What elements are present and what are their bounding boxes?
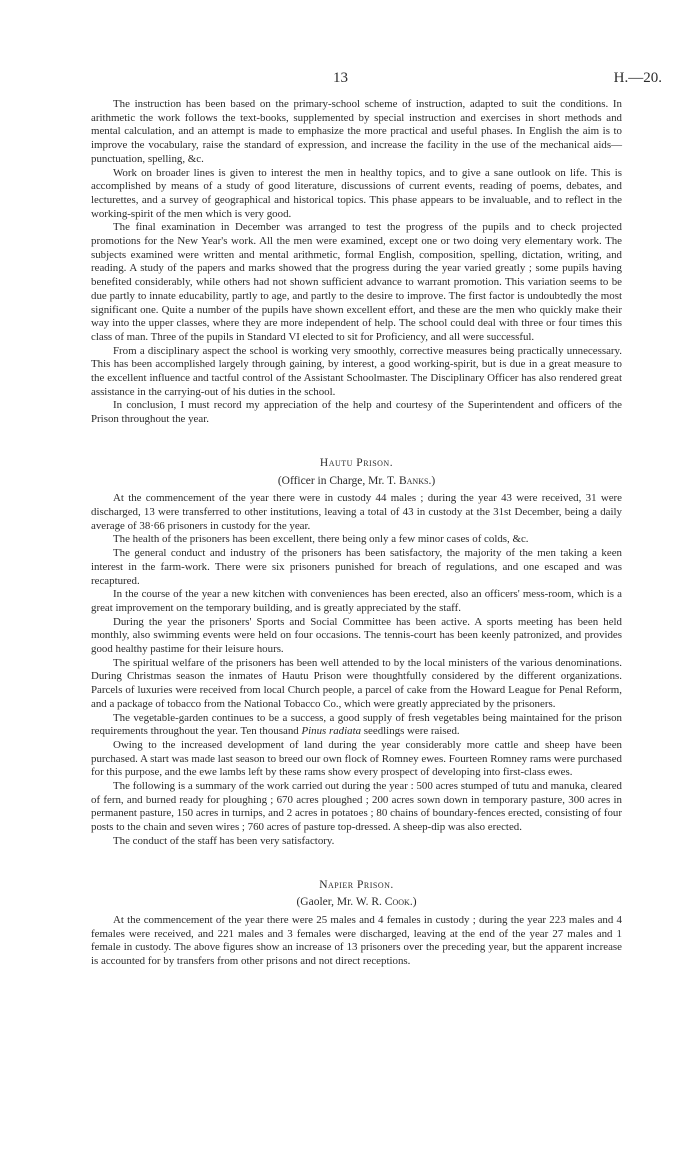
officer-prefix: (Officer in Charge, Mr. T. <box>277 474 399 487</box>
hautu-prison-heading: Hautu Prison. <box>319 456 394 469</box>
section-spacer <box>91 849 622 879</box>
text-run: seedlings were raised. <box>361 725 460 738</box>
officer-suffix: .) <box>428 474 436 487</box>
section-spacer <box>91 427 622 457</box>
paragraph: Work on broader lines is given to interest the men in healthy topics, and to give a sane outlook on life. This is accomplished by means of a study of good literature, discussions of current events, reading of poems, debates, and lecturettes, and a survey of geographical and historical topics. This phase appears to be invaluable, and to reflect in the working-spirit of the men which is very good. <box>91 166 622 220</box>
gaoler-suffix: .) <box>409 896 417 909</box>
page-number: 13 <box>333 70 348 86</box>
paragraph: The final examination in December was arranged to test the progress of the pupils and to check projected promotions for the New Year's work. All the men were examined, except one or two doing very elementary work. The subjects examined were written and mental arithmetic, formal English, composition, spelling, dictation, writing, and reading. A study of the papers and marks showed that the progress during the year varied greatly ; some pupils having benefited considerably, while others had not shown sufficient advance to warrant promotion. This variation seems to be due partly to innate educability, partly to age, and partly to the desire to improve. The first factor is undoubtedly the most significant one. Quite a number of the pupils have shown excellent effort, and these are the men who quickly make their way into the upper classes, where they are more independent of help. The school could deal with three or four times this class of man. Three of the pupils in Standard VI elected to sit for Proficiency, and all were successful. <box>91 221 622 343</box>
paragraph: During the year the prisoners' Sports and Social Committee has been active. A sports meeting has been held monthly, also swimming events were held on four occasions. The tennis-court has been keenly patronized, and provides good healthy pastime for their leisure hours. <box>91 615 622 656</box>
paragraph: In conclusion, I must record my appreciation of the help and courtesy of the Superintendent and officers of the Prison throughout the year. <box>91 399 622 426</box>
paragraph: In the course of the year a new kitchen with conveniences has been erected, also an officers' mess-room, which is a great improvement on the temporary building, and is greatly appreciated by the staff. <box>91 588 622 614</box>
paragraph: The following is a summary of the work carried out during the year : 500 acres stumped of tutu and manuka, cleared of fern, and burned ready for ploughing ; 670 acres ploughed ; 200 acres sown down in temporary pasture, 300 acres in permanent pasture, 150 acres in turnips, and 2 acres in potatoes ; 80 chains of boundary-fences erected, consisting of four posts to the chain and seven wires ; 760 acres of pasture top-dressed. A sheep-dip was also erected. <box>91 780 622 834</box>
paragraph: At the commencement of the year there were 25 males and 4 females in custody ; during the year 223 males and 4 females were received, and 221 males and 3 females were discharged, leaving at the end of the year 27 males and 1 female in custody. The above figures show an increase of 13 prisoners over the preceding year, but the apparent increase is accounted for by transfers from other prisons and not direct receptions. <box>91 913 622 968</box>
hautu-officer-line <box>91 475 622 489</box>
body-text <box>91 98 622 969</box>
page-header <box>0 70 700 90</box>
paragraph: From a disciplinary aspect the school is working very smoothly, corrective measures being practically unnecessary. This has been accomplished largely through gaining, by interest, a good working-spirit, but is due in a great measure to the excellent influence and tactful control of the Assistant Schoolmaster. The Disciplinary Officer has also rendered great assistance in the carrying-out of his duties in the school. <box>91 344 622 398</box>
paragraph: The instruction has been based on the primary-school scheme of instruction, adapted to suit the conditions. In arithmetic the work follows the text-books, supplemented by special instruction and exercises in short methods and mental calculation, and an attempt is made to emphasize the more practical and useful phases. In English the aim is to improve the vocabulary, raise the standard of expression, and increase the facility in the use of the mechanical aids—punctuation, spelling, &c. <box>91 98 622 165</box>
napier-gaoler-line <box>91 896 622 910</box>
report-code: H.—20. <box>613 70 662 86</box>
text-run: The vegetable-garden continues to be a success, a good supply of fresh vegetables being maintained for the prison requirements throughout the year. Ten thousand <box>91 711 622 738</box>
gaoler-name: Cook <box>384 896 410 909</box>
paragraph: The conduct of the staff has been very satisfactory. <box>113 834 335 847</box>
officer-name: Banks <box>398 474 429 487</box>
paragraph: The general conduct and industry of the prisoners has been satisfactory, the majority of the men taking a keen interest in the farm-work. There were six prisoners punished for breach of regulations, and one escaped and was recaptured. <box>91 547 622 587</box>
paragraph: The spiritual welfare of the prisoners has been well attended to by the local ministers of the various denominations. During Christmas season the inmates of Hautu Prison were thoughtfully considered by the different organizations. Parcels of luxuries were received from local Church people, a parcel of cake from the Howard League for Penal Reform, and a package of tobacco from the National Tobacco Co., which were greatly appreciated by the prisoners. <box>91 656 622 710</box>
paragraph: At the commencement of the year there were in custody 44 males ; during the year 43 were received, 31 were discharged, 13 were transferred to other institutions, leaving a total of 43 in custody at the 31st December, being a daily average of 38·66 prisoners in custody for the year. <box>91 492 622 532</box>
paragraph <box>91 712 622 739</box>
paragraph: Owing to the increased development of land during the year considerably more cattle and sheep have been purchased. A start was made last season to breed our own flock of Romney ewes. Fourteen Romney rams were purchased for this purpose, and the ewe lambs left by these rams show every prospect of developing into first-class ewes. <box>91 738 622 779</box>
species-name: Pinus radiata <box>301 725 362 738</box>
paragraph: The health of the prisoners has been excellent, there being only a few minor cases of colds, &c. <box>113 533 529 546</box>
gaoler-prefix: (Gaoler, Mr. W. R. <box>296 896 385 909</box>
napier-prison-heading: Napier Prison. <box>319 878 394 891</box>
